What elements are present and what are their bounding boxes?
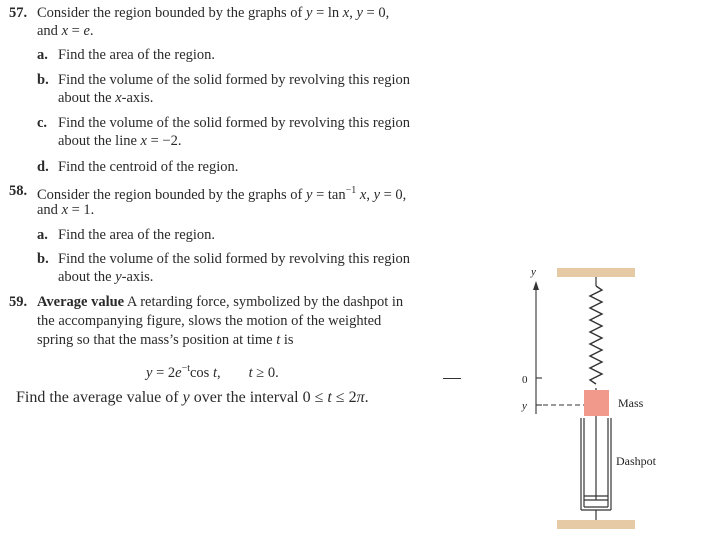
math-variable: x (115, 90, 122, 106)
text-run: = 0, (380, 186, 407, 203)
part-text-line (58, 114, 410, 132)
math-variable: y (356, 5, 363, 21)
text-run: and (37, 202, 62, 218)
math-variable: y (146, 364, 153, 381)
part-label: d. (37, 159, 49, 175)
problem-number: 58. (9, 183, 28, 199)
math-variable: e (175, 364, 182, 381)
text-run: Find the average value of (16, 389, 183, 406)
text-run: Consider the region bounded by the graphs of (37, 186, 307, 203)
problem-text-line (37, 331, 294, 349)
text-run: is (280, 332, 294, 348)
problem-text-line (37, 201, 94, 219)
y-axis-label: y (531, 266, 536, 278)
part-text-line (58, 89, 153, 107)
text-run: about the (58, 269, 116, 285)
math-variable: y (306, 186, 313, 203)
text-run: , (216, 364, 221, 381)
problem-number: 59. (9, 294, 28, 310)
spring-coil (590, 286, 602, 384)
text-run: about the line (58, 133, 141, 149)
math-variable: t (212, 364, 217, 381)
math-variable: e (83, 23, 90, 39)
part-text-line (58, 268, 153, 286)
text-run: = (68, 23, 84, 39)
floor-plate (557, 520, 635, 529)
text-run: Consider the region bounded by the graphs of (37, 5, 307, 21)
text-run: . (364, 389, 369, 406)
text-run: ≥ 0. (252, 364, 279, 381)
text-run: = 1. (68, 202, 95, 218)
text-run: ≤ 2 (331, 389, 357, 406)
text-run: = 2 (152, 364, 176, 381)
problem-text-line (37, 4, 389, 22)
part-text-line (58, 132, 181, 150)
text-run: Find the area of the region. (58, 227, 216, 243)
text-run: -axis. (121, 90, 154, 106)
dashpot-label: Dashpot (616, 454, 656, 468)
text-run: over the interval 0 ≤ (189, 389, 328, 406)
exponent: −t (181, 363, 190, 374)
text-run: = ln (312, 5, 343, 21)
text-run: the accompanying figure, slows the motion of the weighted (37, 313, 382, 329)
mass-label: Mass (618, 396, 644, 410)
math-variable: y (373, 186, 380, 203)
part-text-line (58, 46, 215, 64)
text-run: spring so that the mass’s position at time (37, 332, 277, 348)
part-label: a. (37, 47, 48, 63)
math-variable: x (359, 186, 367, 203)
mass-block (584, 390, 609, 416)
exponent: −1 (345, 185, 357, 196)
position-formula (146, 360, 279, 382)
text-run: = 0, (362, 5, 390, 21)
divider-dash (443, 378, 461, 379)
math-variable: π (356, 389, 365, 406)
problem-text-line (37, 293, 403, 311)
part-text-line (58, 226, 215, 244)
final-question (16, 389, 369, 407)
problem-text-line (37, 312, 381, 330)
math-variable: x (61, 23, 68, 39)
math-variable: x (61, 202, 68, 218)
math-variable: t (276, 332, 281, 348)
problem-heading: Average value (37, 294, 125, 310)
part-label: a. (37, 227, 48, 243)
math-variable: x (342, 5, 350, 21)
text-run: and (37, 23, 62, 39)
text-run: about the (58, 90, 116, 106)
part-text-line (58, 158, 238, 176)
position-label: y (522, 400, 527, 412)
math-variable: t (327, 389, 332, 406)
part-text-line (58, 71, 410, 89)
math-variable: y (306, 5, 313, 21)
text-run: = tan (312, 186, 346, 203)
text-run: . (89, 23, 94, 39)
math-variable: y (115, 269, 122, 285)
part-label: c. (37, 115, 48, 131)
text-run: = −2. (146, 133, 182, 149)
text-run: , (366, 186, 374, 203)
ceiling-plate (557, 268, 635, 277)
text-run: Find the volume of the solid formed by revolving this region (58, 72, 410, 88)
text-run: -axis. (121, 269, 154, 285)
text-run: Find the area of the region. (58, 47, 216, 63)
math-variable: x (140, 133, 147, 149)
text-run: cos (189, 364, 213, 381)
text-run: A retarding force, symbolized by the dashpot in (124, 294, 404, 310)
part-label: b. (37, 72, 49, 88)
part-label: b. (37, 251, 49, 267)
y-axis-arrowhead (533, 281, 539, 290)
text-run: Find the volume of the solid formed by revolving this region (58, 251, 410, 267)
text-run: Find the volume of the solid formed by revolving this region (58, 115, 410, 131)
problem-text-line (37, 22, 94, 40)
math-variable: y (182, 389, 190, 406)
math-variable: t (248, 364, 253, 381)
text-run: , (349, 5, 357, 21)
problem-number: 57. (9, 5, 28, 21)
part-text-line (58, 250, 410, 268)
zero-label: 0 (522, 374, 528, 386)
text-run: Find the centroid of the region. (58, 159, 239, 175)
